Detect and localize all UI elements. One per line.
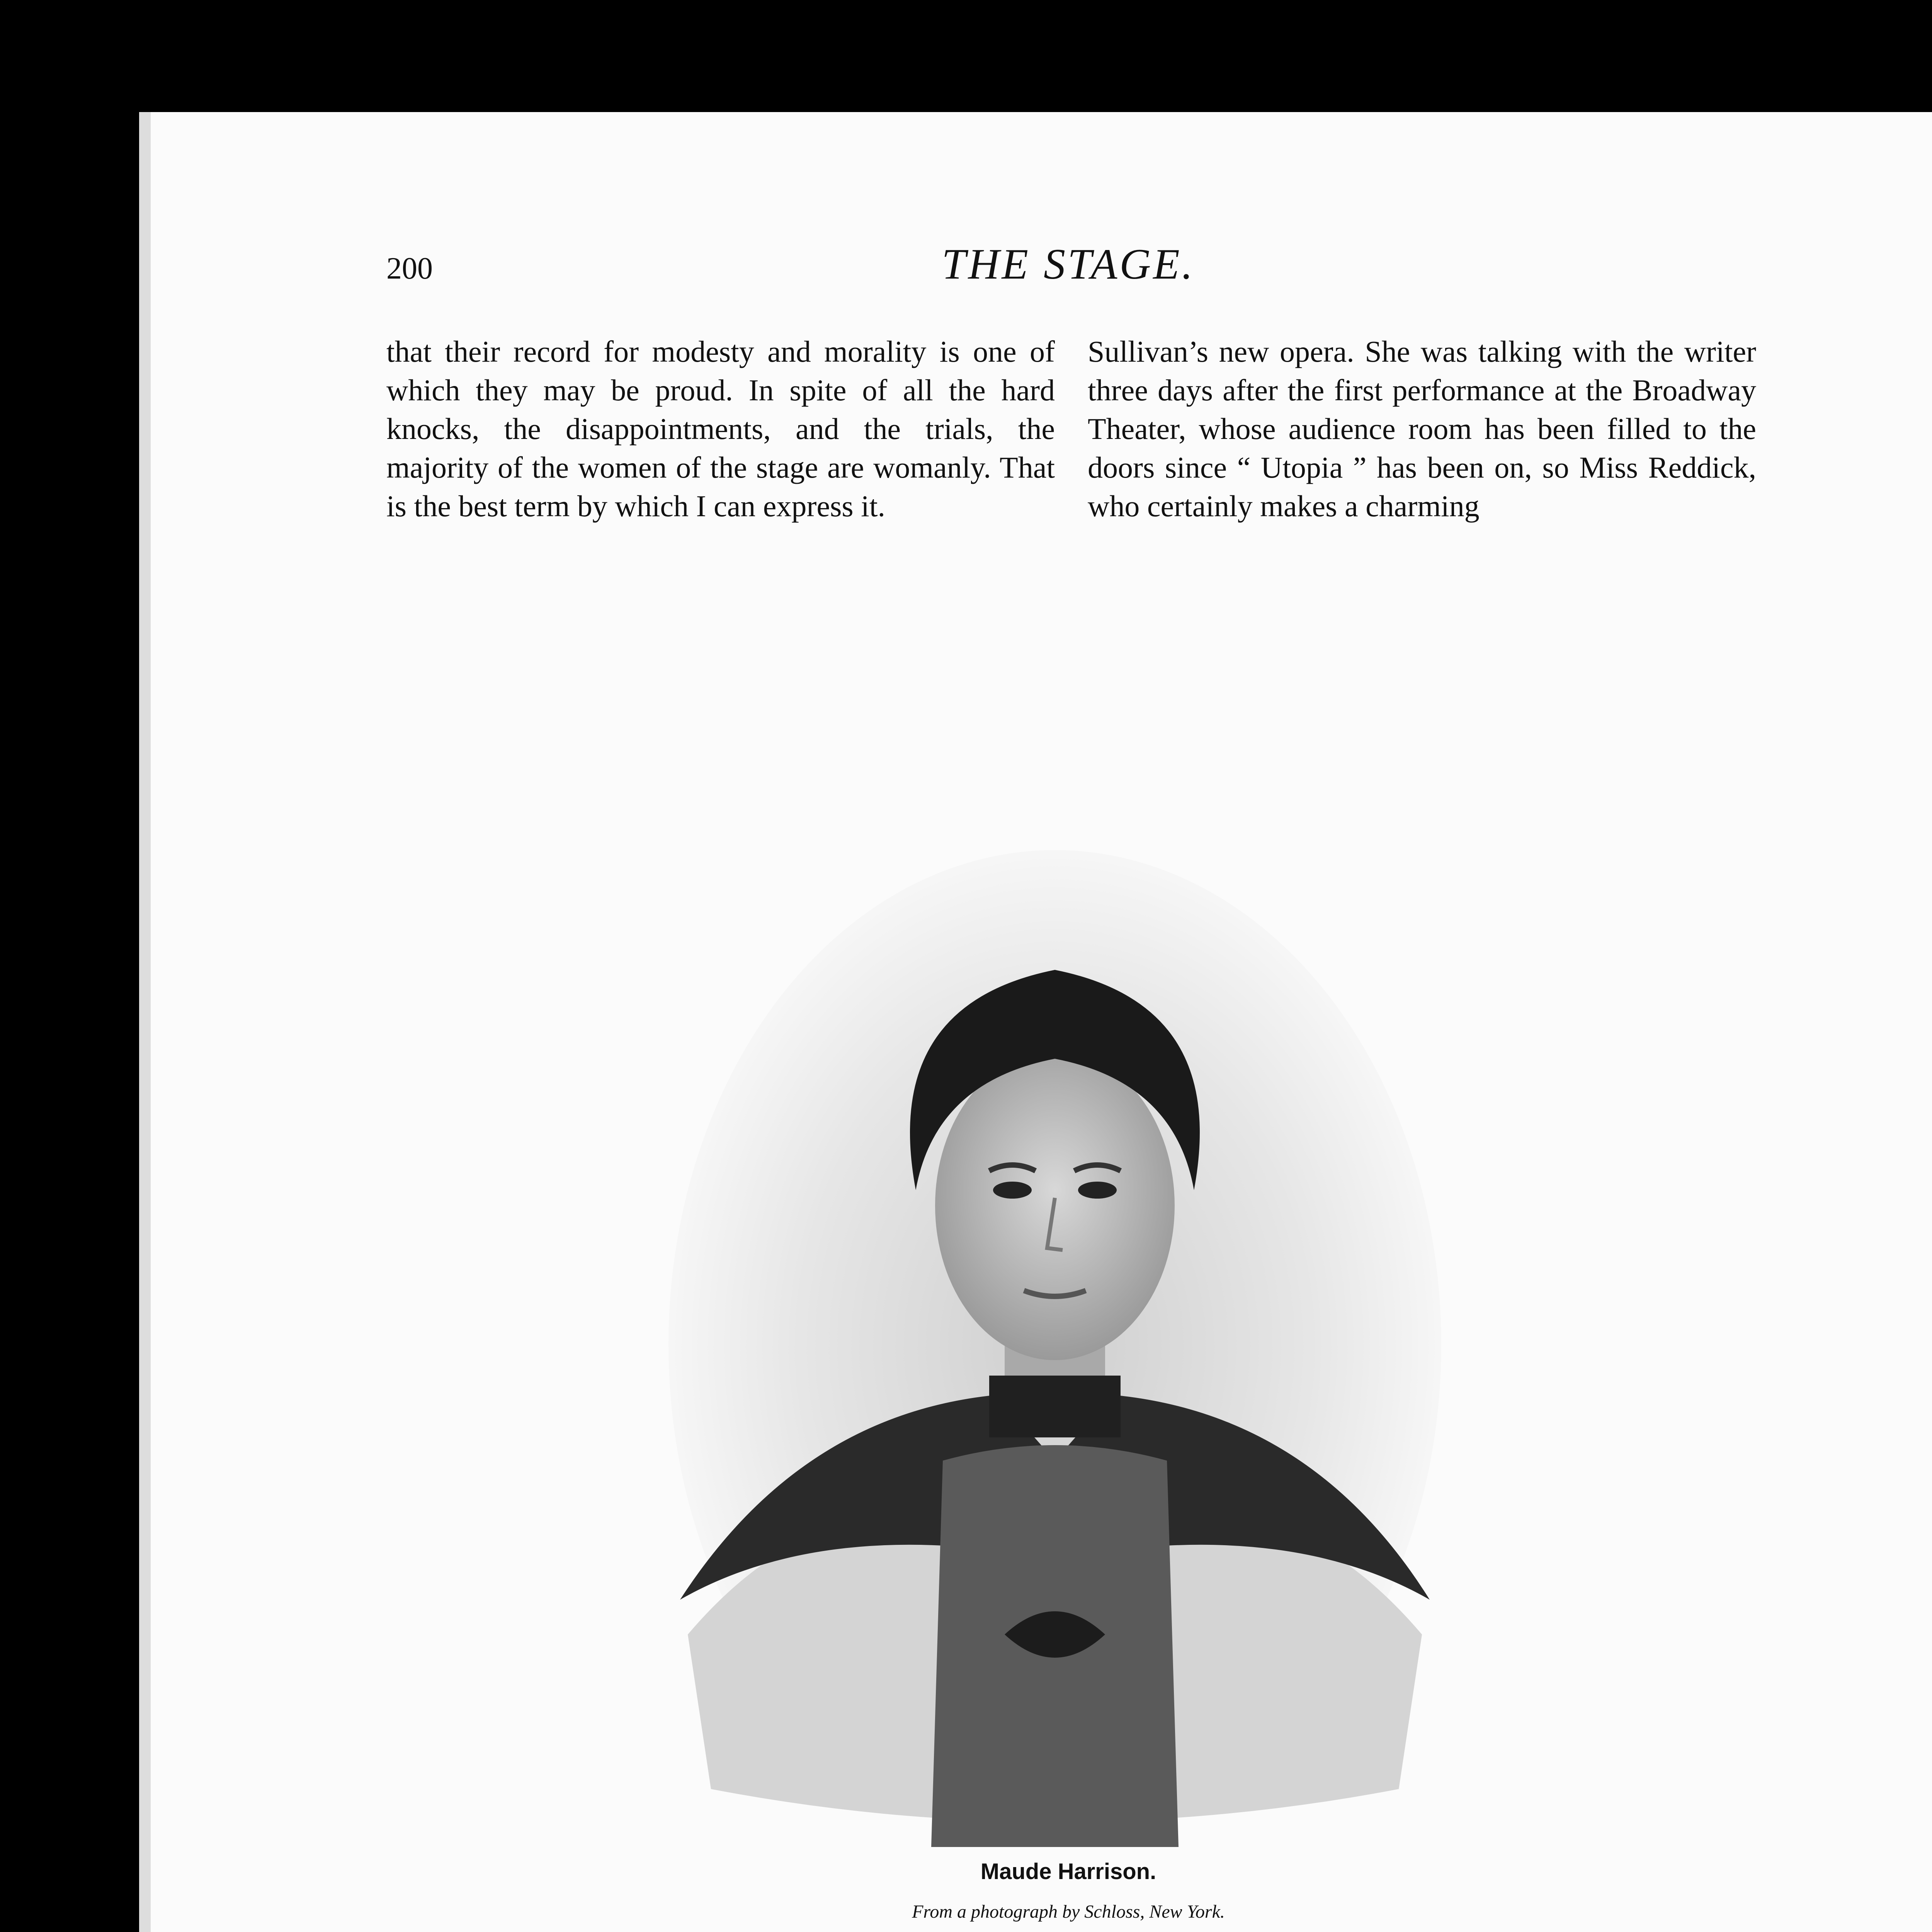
running-title: THE STAGE. <box>942 240 1195 288</box>
high-collar <box>989 1376 1121 1437</box>
portrait-photo <box>665 842 1445 1847</box>
page-edge <box>139 112 151 1932</box>
paragraph: that their record for modesty and morality is one of which they may be proud. In spite of all the hard knocks, the disappointments, and the trials, the majority of the women of the stage are womanly. That is the best term by which I can express it. <box>386 335 1055 523</box>
page-header <box>386 240 1750 301</box>
page-number: 200 <box>386 252 433 286</box>
left-eye <box>993 1182 1032 1199</box>
photo-credit: From a photograph by Schloss, New York. <box>912 1901 1225 1922</box>
paragraph: Sullivan’s new opera. She was talking with the writer three days after the first performance at the Broadway Theater, whose audience room has been filled to the doors since “ Utopia ” has been on, so Miss Reddick, who certainly makes a charming <box>1088 335 1756 523</box>
top-right-column <box>1088 332 1756 526</box>
top-left-column <box>386 332 1055 526</box>
right-eye <box>1078 1182 1117 1199</box>
figure-caption: Maude Harrison. <box>980 1859 1156 1884</box>
